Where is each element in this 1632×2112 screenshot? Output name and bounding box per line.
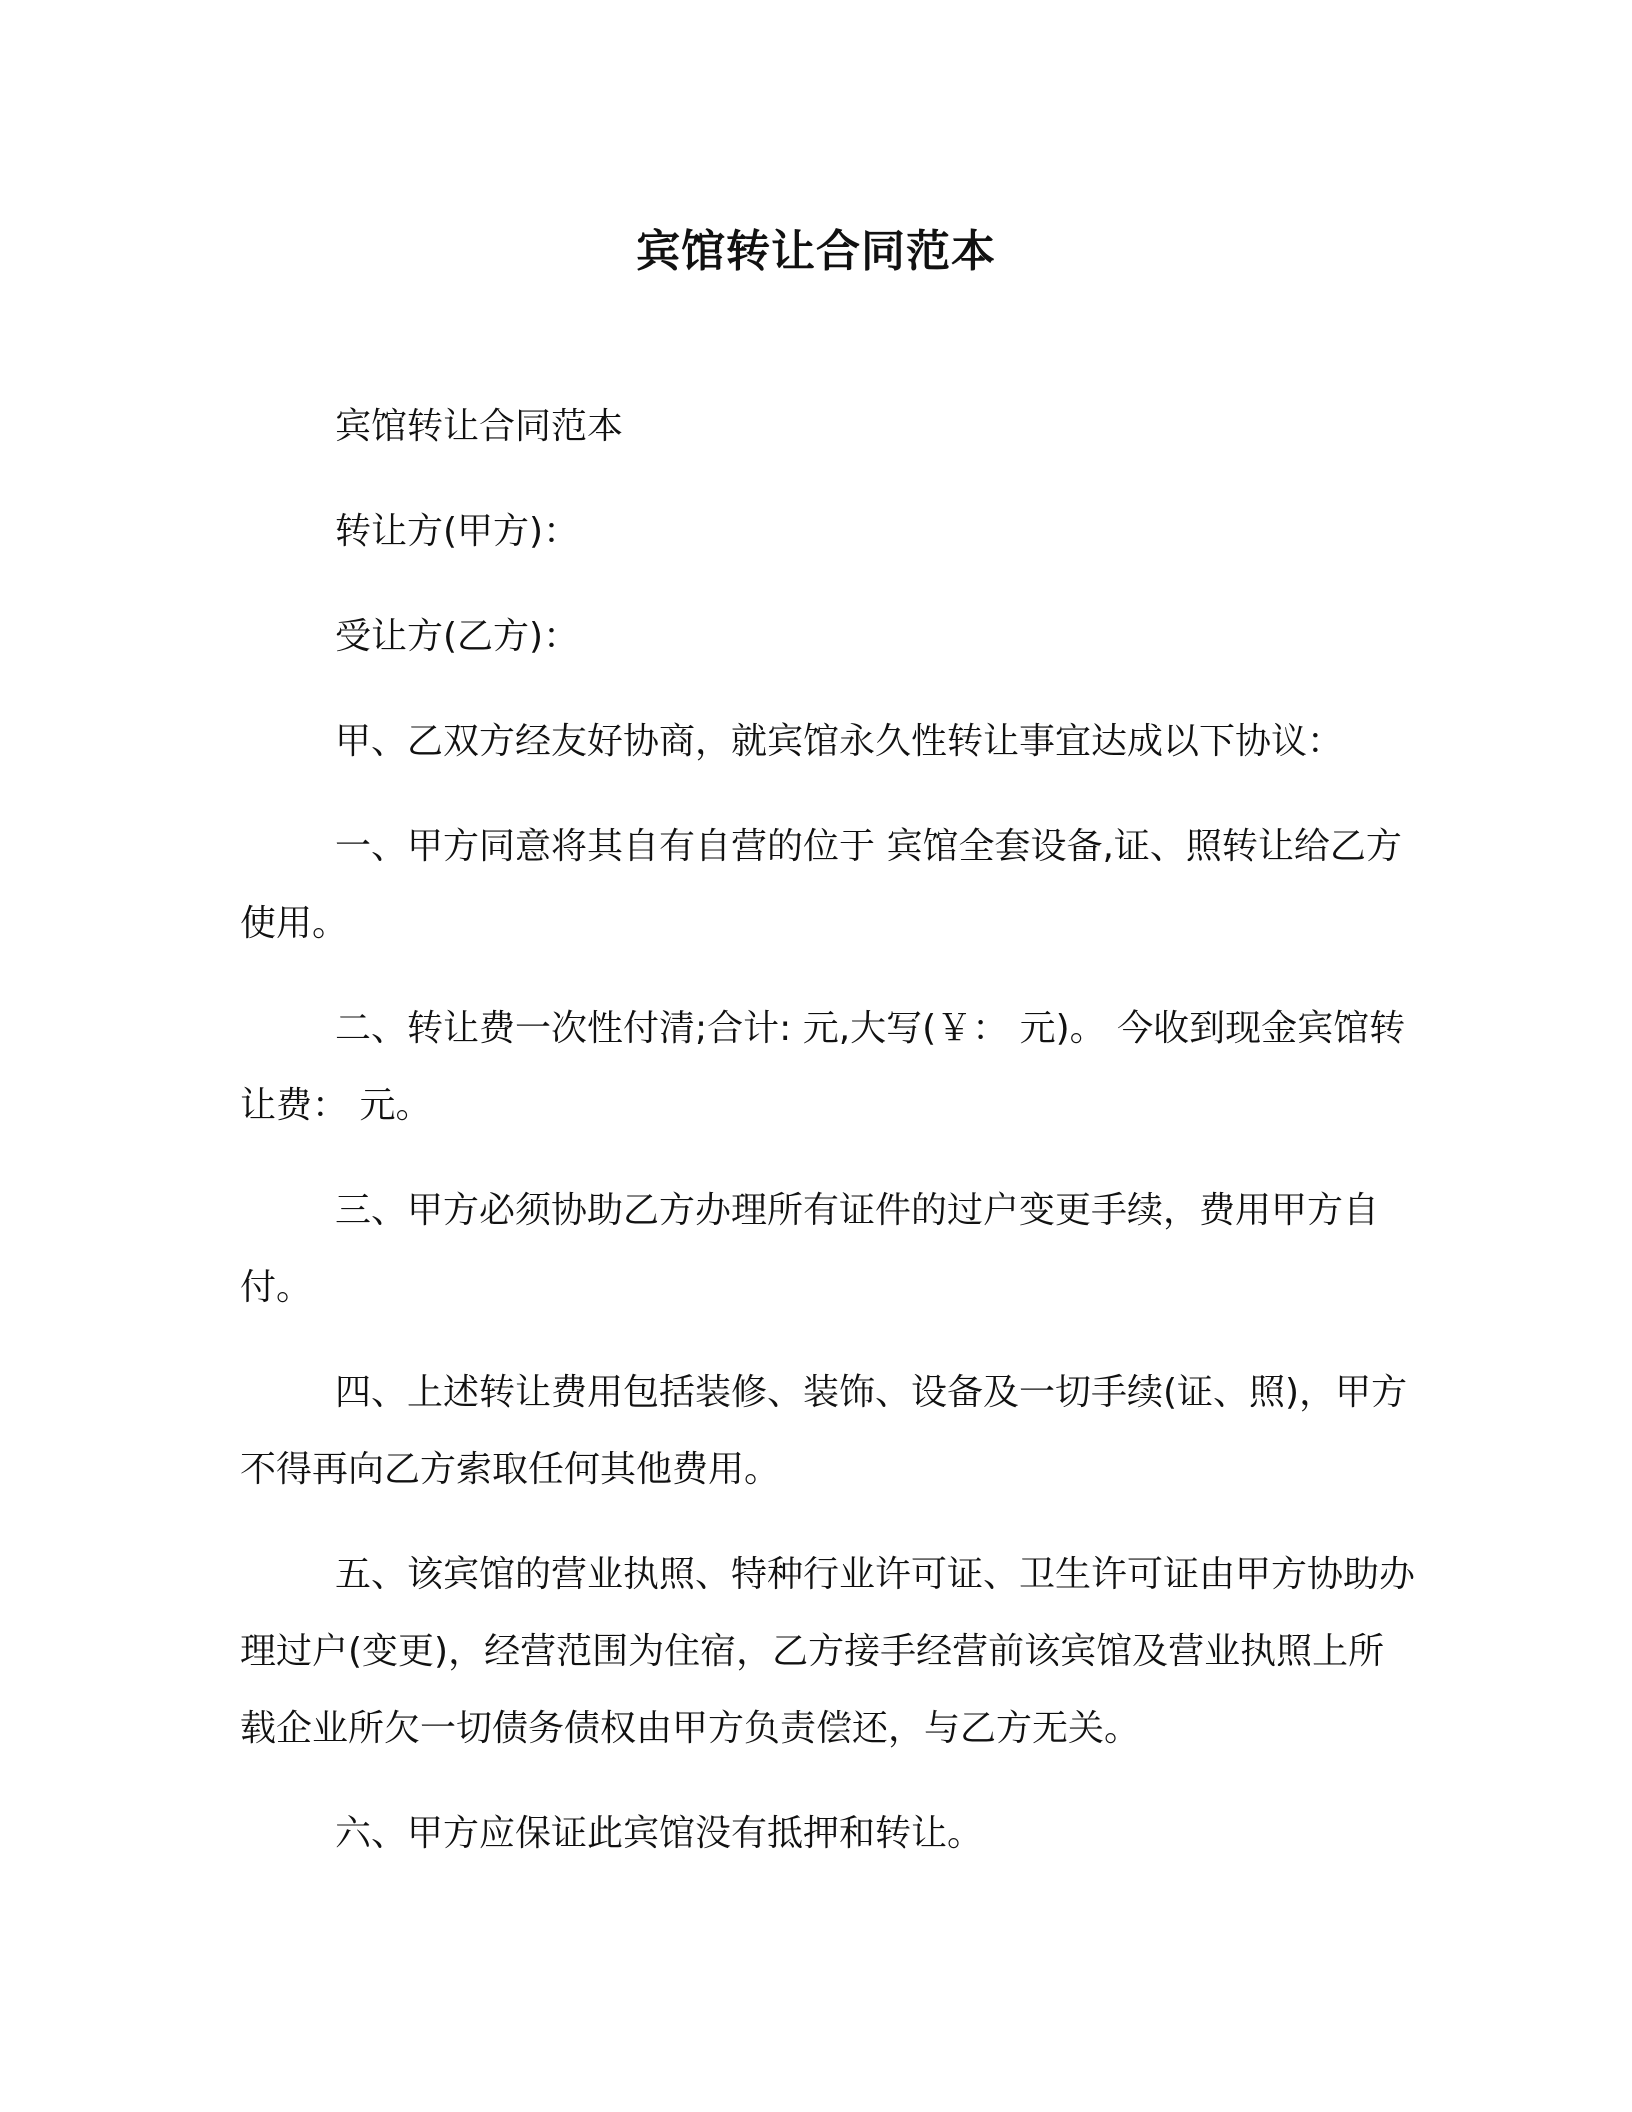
- paragraph-clause-2: 二、转让费一次性付清;合计: 元,大写(￥： 元)。 今收到现金宾馆转让费： 元。: [240, 1008, 1406, 1126]
- document-body: [240, 388, 1420, 1900]
- paragraph-clause-6: 六、甲方应保证此宾馆没有抵押和转让。: [335, 1813, 984, 1854]
- paragraph-subtitle: 宾馆转让合同范本: [335, 406, 624, 447]
- document-title: 宾馆转让合同范本: [636, 226, 996, 277]
- paragraph-preamble: 甲、乙双方经友好协商，就宾馆永久性转让事宜达成以下协议：: [335, 721, 1344, 762]
- paragraph-clause-1: 一、甲方同意将其自有自营的位于 宾馆全套设备,证、照转让给乙方使用。: [240, 826, 1402, 944]
- paragraph-clause-3: 三、甲方必须协助乙方办理所有证件的过户变更手续，费用甲方自付。: [240, 1190, 1380, 1308]
- paragraph-clause-4: 四、上述转让费用包括装修、装饰、设备及一切手续(证、照)，甲方不得再向乙方索取任何其他费用。: [240, 1372, 1408, 1490]
- paragraph-transferee: 受让方(乙方)：: [335, 616, 580, 657]
- paragraph-clause-5: 五、该宾馆的营业执照、特种行业许可证、卫生许可证由甲方协助办理过户(变更)，经营范围为住宿，乙方接手经营前该宾馆及营业执照上所载企业所欠一切债务债权由甲方负责偿还，与乙方无关。: [240, 1554, 1416, 1749]
- paragraph-transferor: 转让方(甲方)：: [335, 511, 580, 552]
